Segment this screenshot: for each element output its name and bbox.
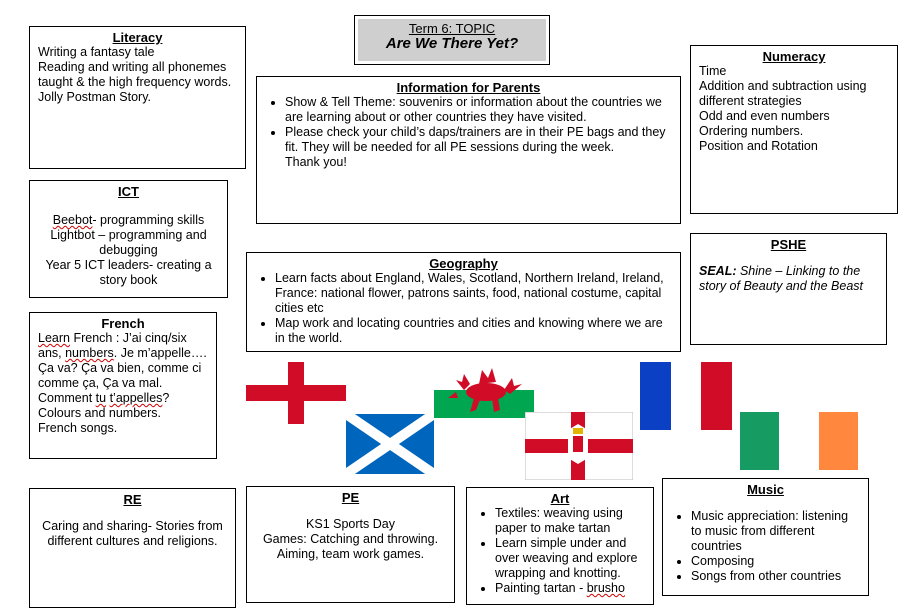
numeracy-line: Time xyxy=(699,64,727,78)
info-parents-box xyxy=(256,76,681,224)
info-parents-thanks: Thank you! xyxy=(285,155,347,169)
art-item-text: Painting tartan - xyxy=(495,581,587,595)
french-text-1: French : J’ai cinq/six ans, xyxy=(38,331,187,360)
french-tu-word: tu xyxy=(95,391,107,405)
northern-ireland-flag xyxy=(525,412,633,480)
topic-banner xyxy=(358,19,546,61)
music-item: • Songs from other countries xyxy=(691,569,860,584)
literacy-heading: Literacy xyxy=(112,30,163,45)
music-box xyxy=(662,478,869,596)
info-parents-item: • Show & Tell Theme: souvenirs or information about the countries we are learning about or other countries they have visited. xyxy=(285,95,672,125)
french-line: French songs. xyxy=(38,421,118,435)
pe-line: KS1 Sports Day xyxy=(306,517,395,531)
ireland-flag xyxy=(740,412,858,470)
french-line: Colours and numbers. xyxy=(38,406,161,420)
art-brusho-word: brusho xyxy=(586,581,625,595)
music-heading: Music xyxy=(747,482,784,497)
topic-box xyxy=(354,15,550,65)
french-numbers-word: numbers xyxy=(65,346,114,360)
re-heading: RE xyxy=(123,492,142,507)
french-text-2: . Je m’appelle…. Ça va? Ça va bien, comme ci comme ça, Ça va mal. Comment xyxy=(38,346,207,405)
info-parents-item: • Please check your child’s daps/trainers are in their PE bags and they fit. They will be needed for all PE sessions during the week. xyxy=(285,125,672,155)
literacy-line: Reading and writing all phonemes taught & the high frequency words. xyxy=(38,60,232,89)
re-text: Caring and sharing- Stories from different cultures and religions. xyxy=(42,519,223,548)
geography-item: • Map work and locating countries and cities and knowing where we are in the world. xyxy=(275,316,672,346)
geography-heading: Geography xyxy=(429,256,498,271)
numeracy-box xyxy=(690,45,898,214)
french-learn-word: Learn xyxy=(38,331,70,345)
ict-line xyxy=(38,213,219,228)
info-parents-list xyxy=(265,95,672,155)
ict-beebot-word: Beebot xyxy=(52,213,93,227)
french-box xyxy=(29,312,217,459)
art-item xyxy=(495,581,645,596)
pshe-text xyxy=(699,264,878,294)
numeracy-line: Odd and even numbers xyxy=(699,109,830,123)
ict-beebot-rest: - programming skills xyxy=(92,213,205,227)
geography-list xyxy=(255,271,672,346)
music-item: • Music appreciation: listening to music from different countries xyxy=(691,509,860,554)
literacy-line: Jolly Postman Story. xyxy=(38,90,152,104)
scotland-flag xyxy=(346,414,434,474)
pshe-description: Shine – Linking to the story of Beauty and the Beast xyxy=(699,264,863,293)
geography-item: • Learn facts about England, Wales, Scotland, Northern Ireland, Ireland, France: national flower, patrons saints, food, national costume, capital cities etc xyxy=(275,271,672,316)
music-item: • Composing xyxy=(691,554,860,569)
topic-title: Are We There Yet? xyxy=(385,35,519,52)
ict-line: Lightbot – programming and debugging xyxy=(50,228,207,257)
literacy-line: Writing a fantasy tale xyxy=(38,45,155,59)
pshe-heading: PSHE xyxy=(770,237,807,252)
france-flag xyxy=(640,362,732,430)
geography-box xyxy=(246,252,681,352)
info-parents-heading: Information for Parents xyxy=(396,80,541,95)
numeracy-line: Position and Rotation xyxy=(699,139,818,153)
pshe-seal: SEAL: xyxy=(699,264,737,278)
topic-term: Term 6: TOPIC xyxy=(408,21,496,36)
pe-box xyxy=(246,486,455,603)
french-tappelles-word: t’appelles xyxy=(109,391,163,405)
re-box xyxy=(29,488,236,608)
ict-box xyxy=(29,180,228,298)
french-phrases xyxy=(38,331,208,406)
ict-heading: ICT xyxy=(118,184,139,199)
numeracy-heading: Numeracy xyxy=(762,49,826,64)
art-item: • Textiles: weaving using paper to make tartan xyxy=(495,506,645,536)
numeracy-line: Ordering numbers. xyxy=(699,124,804,138)
art-box xyxy=(466,487,654,605)
music-list xyxy=(671,509,860,584)
pshe-box xyxy=(690,233,887,345)
french-heading: French xyxy=(101,316,145,331)
literacy-box xyxy=(29,26,246,169)
french-text-3: ? xyxy=(162,391,170,405)
pe-heading: PE xyxy=(341,490,360,505)
art-item: • Learn simple under and over weaving and explore wrapping and knotting. xyxy=(495,536,645,581)
england-flag xyxy=(246,362,346,424)
art-list xyxy=(475,506,645,596)
ict-line: Year 5 ICT leaders- creating a story book xyxy=(45,258,212,287)
numeracy-line: Addition and subtraction using different strategies xyxy=(699,79,867,108)
art-heading: Art xyxy=(550,491,570,506)
wales-flag xyxy=(434,362,534,418)
pe-line: Games: Catching and throwing. Aiming, team work games. xyxy=(262,532,439,561)
